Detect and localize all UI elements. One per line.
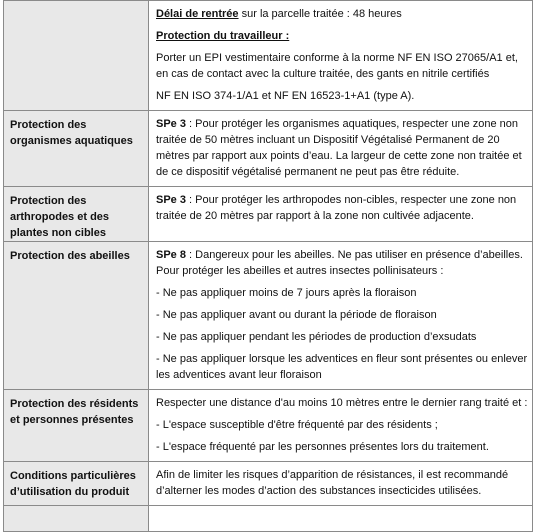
row-paragraph: Afin de limiter les risques d’apparition de résistances, il est recommandé d’alterner les modes d’action des substances insecticides utilisées. (156, 469, 509, 497)
row-label-empty (4, 506, 149, 532)
row-label: Protection des abeilles (4, 242, 149, 390)
table-row (4, 111, 533, 187)
travailleur-paragraph-2: NF EN ISO 374-1/A1 et NF EN 16523-1+A1 (type A). (156, 90, 415, 102)
travailleur-paragraph-1: Porter un EPI vestimentaire conforme à la norme NF EN ISO 27065/A1 et, en cas de contact avec la culture traitée, des gants en nitrile certifiés (156, 52, 518, 80)
spe-code: SPe 3 (156, 194, 186, 206)
protection-travailleur-heading: Protection du travailleur : (156, 30, 290, 42)
row-paragraph: SPe 3 : Pour protéger les organismes aquatiques, respecter une zone non traitée de 50 mètres incluant un Dispositif Végétalisé Permanent de 20 mètres par rapport aux points d’eau. La largeur de cette zone non traitée et de ce dispositif végétalisé permanent ne peut pas être réduite. (156, 118, 522, 178)
row-content (149, 1, 533, 111)
list-item: - Ne pas appliquer lorsque les adventices en fleur sont présentes ou enlever les adventices avant leur floraison (156, 353, 528, 381)
table-row (4, 390, 533, 462)
delai-paragraph (156, 6, 528, 22)
row-content (149, 187, 533, 242)
row-label: Protection des arthropodes et des plantes non cibles (4, 187, 149, 242)
row-content (149, 111, 533, 187)
delai-text: sur la parcelle traitée : 48 heures (238, 8, 402, 20)
row-content (149, 242, 533, 390)
spe-code: SPe 3 (156, 118, 186, 130)
table-row (4, 187, 533, 242)
delai-label: Délai de rentrée (156, 8, 239, 20)
row-paragraph: SPe 3 : Pour protéger les arthropodes non-cibles, respecter une zone non traitée de 20 mètres par rapport à la zone non cultivée adjacente. (156, 194, 517, 222)
table-row (4, 242, 533, 390)
table-row (4, 1, 533, 111)
list-item: - Ne pas appliquer avant ou durant la période de floraison (156, 309, 437, 321)
row-content (149, 462, 533, 506)
row-content-empty (149, 506, 533, 532)
row-paragraph: Respecter une distance d'au moins 10 mètres entre le dernier rang traité et : (156, 397, 528, 409)
row-content (149, 390, 533, 462)
product-conditions-table (3, 0, 533, 532)
list-item: - L'espace susceptible d'être fréquenté par des résidents ; (156, 419, 438, 431)
list-item: - Ne pas appliquer moins de 7 jours après la floraison (156, 287, 417, 299)
row-label: Conditions particulières d’utilisation du produit (4, 462, 149, 506)
spe-code: SPe 8 (156, 249, 186, 261)
table-row-empty (4, 506, 533, 532)
list-item: - L'espace fréquenté par les personnes présentes lors du traitement. (156, 441, 489, 453)
list-item: - Ne pas appliquer pendant les périodes de production d’exsudats (156, 331, 477, 343)
row-label: Protection des organismes aquatiques (4, 111, 149, 187)
row-label-empty (4, 1, 149, 111)
row-label: Protection des résidents et personnes présentes (4, 390, 149, 462)
row-paragraph: SPe 8 : Dangereux pour les abeilles. Ne pas utiliser en présence d’abeilles. Pour protéger les abeilles et autres insectes pollinisateurs : (156, 249, 523, 277)
table-row (4, 462, 533, 506)
